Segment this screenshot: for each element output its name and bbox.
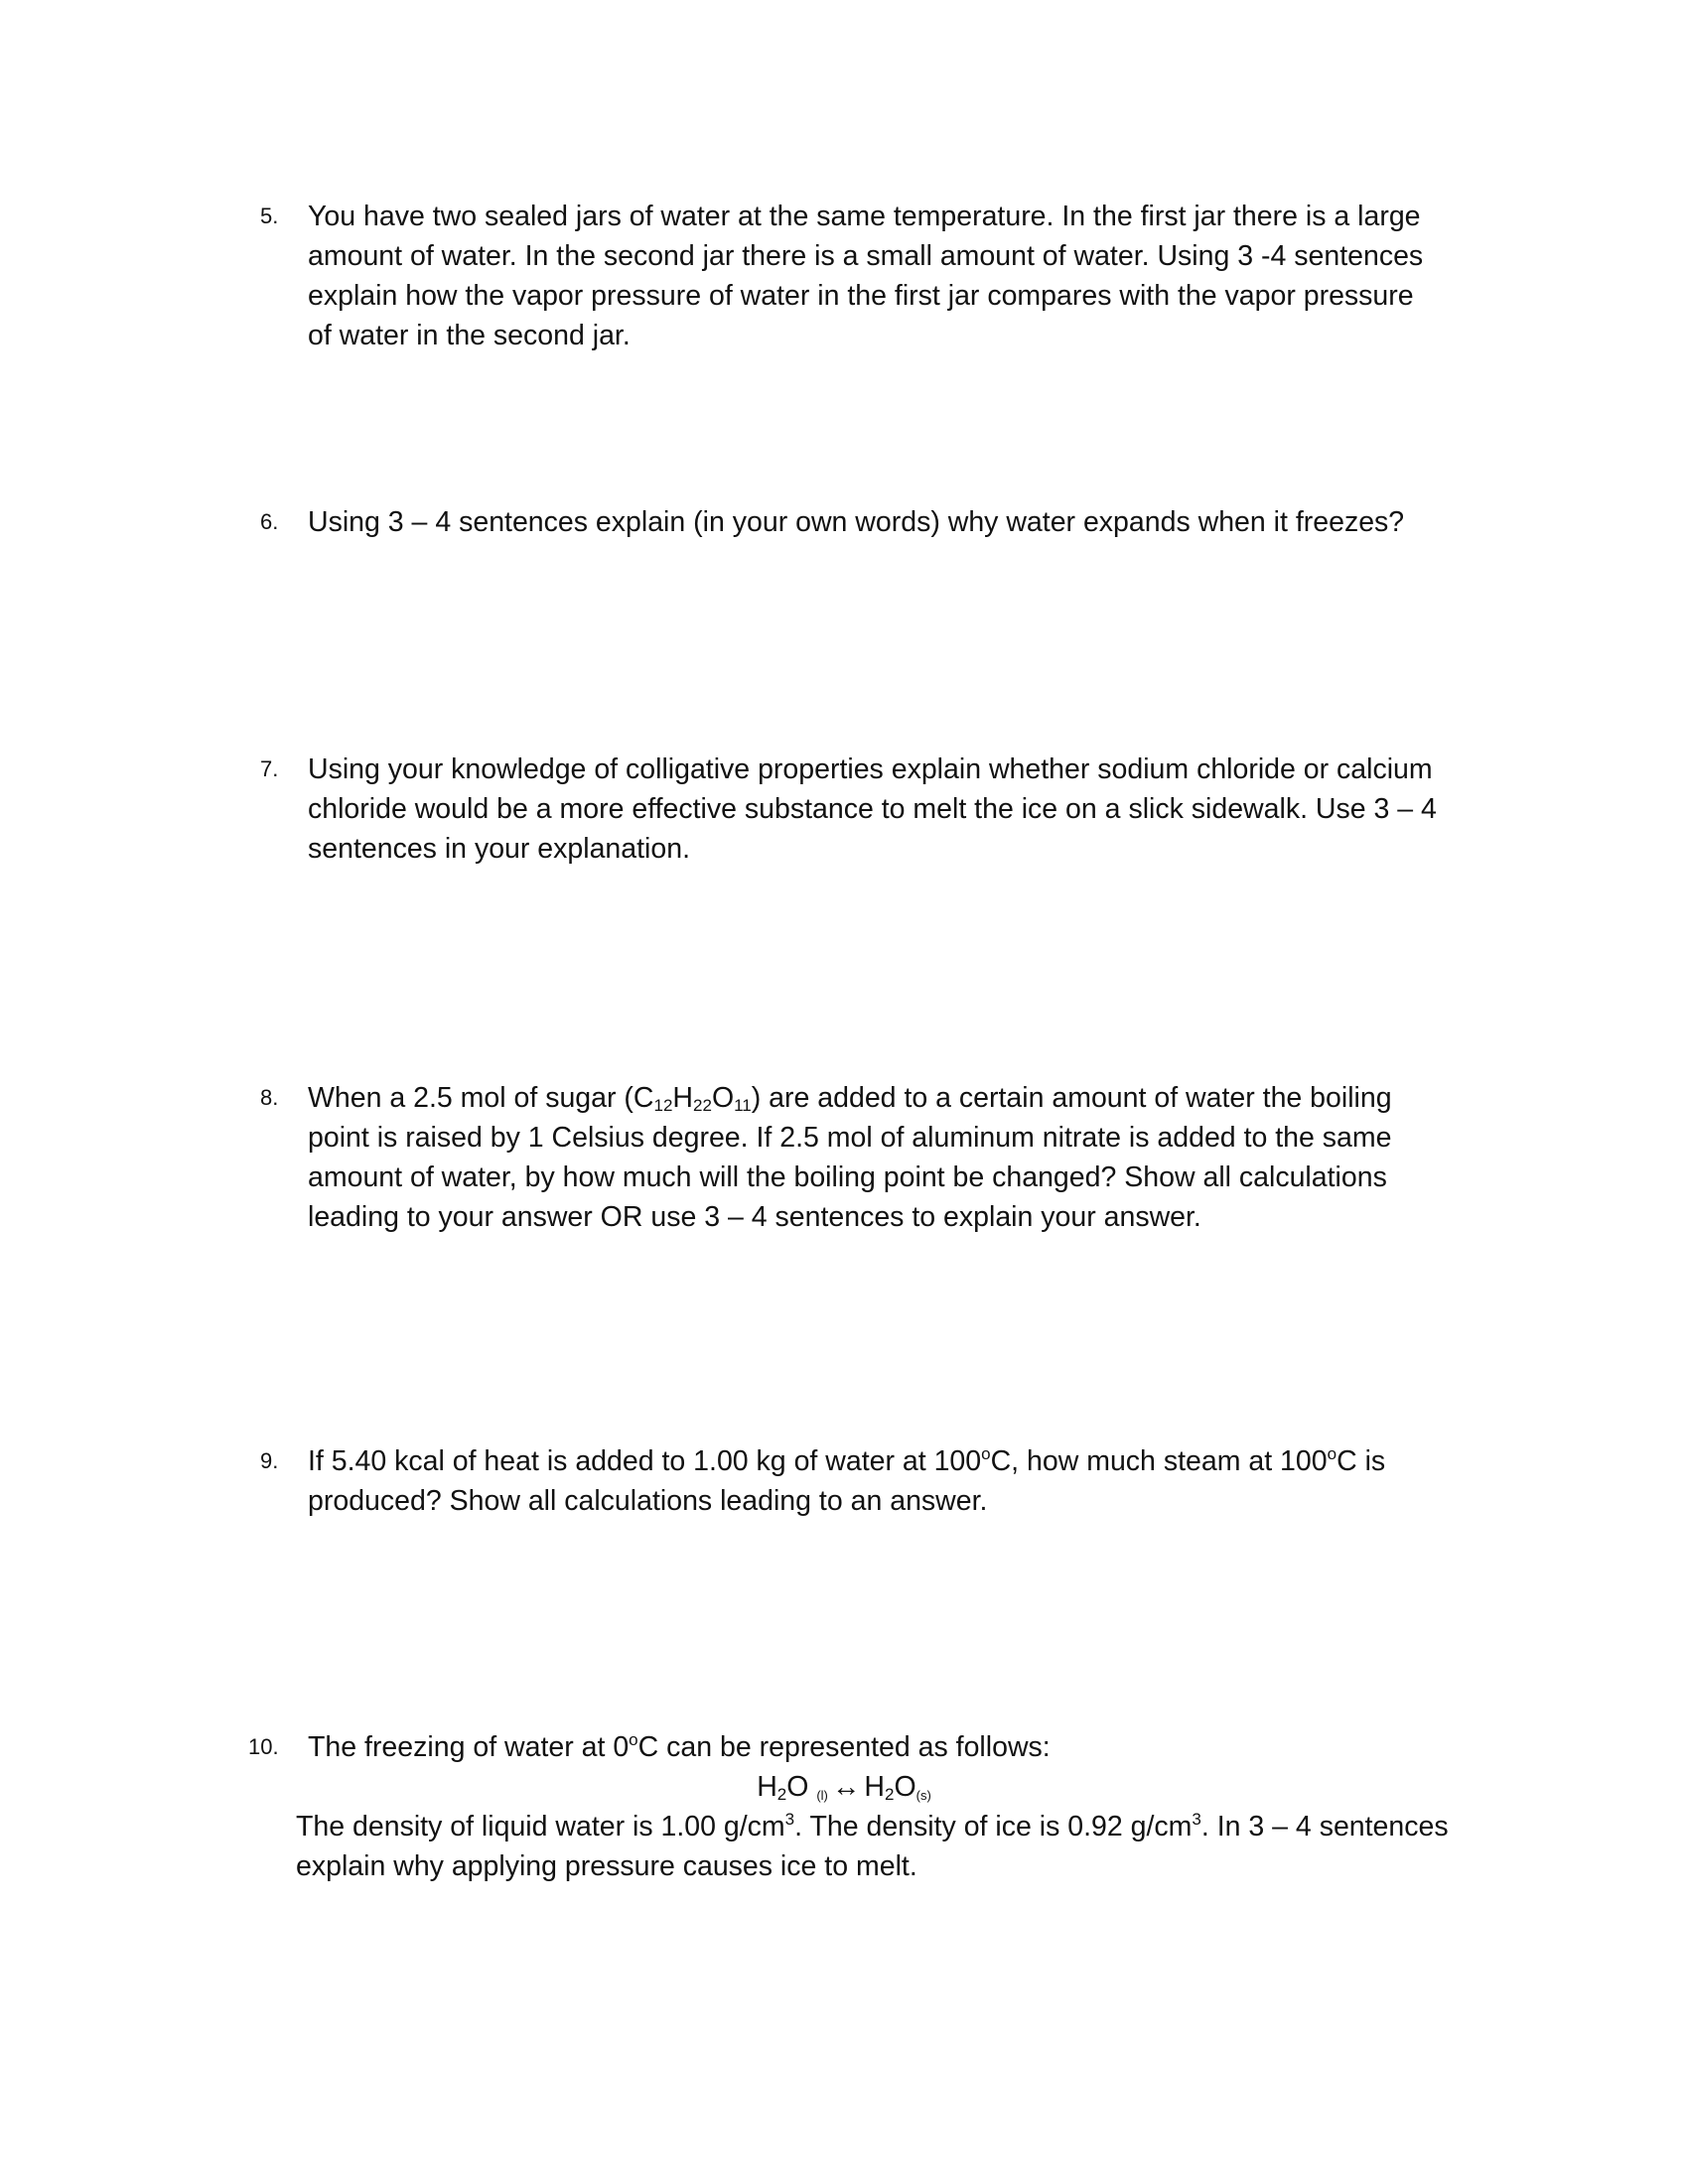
question-9 — [260, 1441, 1479, 1521]
text-fragment: If 5.40 kcal of heat is added to 1.00 kg of water at 100 — [308, 1445, 982, 1477]
text-fragment: C, how much steam at 100 — [990, 1445, 1328, 1477]
question-6 — [260, 502, 1479, 542]
text-line — [308, 1727, 1479, 1767]
text-line: produced? Show all calculations leading to an answer. — [308, 1485, 988, 1517]
text-fragment: C is — [1336, 1445, 1386, 1477]
text-line — [296, 1807, 1487, 1846]
text-line: amount of water. In the second jar there is a small amount of water. Using 3 -4 sentences — [308, 240, 1424, 272]
equation-part: H — [864, 1771, 885, 1803]
question-number: 9. — [260, 1448, 279, 1473]
question-text — [308, 750, 1479, 869]
question-number: 7. — [260, 756, 279, 781]
equation-part: H — [757, 1771, 777, 1803]
text-line: Using 3 – 4 sentences explain (in your own words) why water expands when it freezes? — [308, 506, 1405, 538]
question-7 — [260, 750, 1479, 869]
text-fragment: ) are added to a certain amount of water the boiling — [751, 1082, 1392, 1114]
question-text — [308, 197, 1479, 355]
question-number: 6. — [260, 509, 279, 534]
text-line: Using your knowledge of colligative properties explain whether sodium chloride or calcium — [308, 753, 1433, 785]
text-line: amount of water, by how much will the boiling point be changed? Show all calculations — [308, 1161, 1387, 1193]
text-fragment: . In 3 – 4 sentences — [1200, 1811, 1449, 1843]
degree-mark: o — [981, 1444, 991, 1463]
subscript: 11 — [734, 1096, 752, 1115]
text-line: explain why applying pressure causes ice to melt. — [296, 1850, 917, 1882]
question-number: 10. — [248, 1734, 279, 1759]
question-10-followup — [296, 1807, 1487, 1886]
text-fragment: . The density of ice is 0.92 g/cm — [794, 1811, 1193, 1843]
equation-part: O — [786, 1771, 817, 1803]
state-label: (s) — [915, 1788, 931, 1803]
text-fragment: O — [711, 1082, 735, 1114]
question-number: 8. — [260, 1085, 279, 1110]
text-line: explain how the vapor pressure of water in the first jar compares with the vapor pressure — [308, 280, 1414, 312]
degree-mark: o — [1327, 1444, 1337, 1463]
subscript: 22 — [693, 1096, 712, 1115]
freezing-equation — [0, 1767, 1688, 1807]
text-fragment: The density of liquid water is 1.00 g/cm — [296, 1811, 785, 1843]
question-number: 5. — [260, 204, 279, 228]
equilibrium-arrow-icon: ↔ — [831, 1771, 861, 1803]
text-fragment: When a 2.5 mol of sugar (C — [308, 1082, 654, 1114]
text-line: of water in the second jar. — [308, 320, 631, 351]
text-fragment: The freezing of water at 0 — [308, 1731, 630, 1763]
question-text — [308, 1727, 1479, 1767]
superscript: 3 — [784, 1810, 795, 1829]
text-line: You have two sealed jars of water at the same temperature. In the first jar there is a large — [308, 201, 1421, 232]
question-8 — [260, 1078, 1479, 1237]
question-5 — [260, 197, 1479, 355]
text-line: chloride would be a more effective substance to melt the ice on a slick sidewalk. Use 3 – 4 — [308, 793, 1437, 825]
degree-mark: o — [629, 1730, 638, 1749]
question-text — [308, 1078, 1479, 1237]
subscript: 12 — [653, 1096, 673, 1115]
text-fragment: C can be represented as follows: — [637, 1731, 1051, 1763]
text-line — [308, 1441, 1479, 1481]
superscript: 3 — [1192, 1810, 1201, 1829]
text-line: point is raised by 1 Celsius degree. If 2.5 mol of aluminum nitrate is added to the same — [308, 1122, 1392, 1154]
state-label: (l) — [816, 1788, 828, 1803]
text-line: leading to your answer OR use 3 – 4 sentences to explain your answer. — [308, 1201, 1201, 1233]
text-line: sentences in your explanation. — [308, 833, 691, 865]
subscript: 2 — [776, 1785, 787, 1804]
text-line — [308, 1078, 1479, 1118]
equation-part: O — [894, 1771, 916, 1803]
question-text — [308, 502, 1479, 542]
question-10 — [248, 1727, 1479, 1767]
text-fragment: H — [672, 1082, 694, 1114]
subscript: 2 — [884, 1785, 895, 1804]
question-text — [308, 1441, 1479, 1521]
